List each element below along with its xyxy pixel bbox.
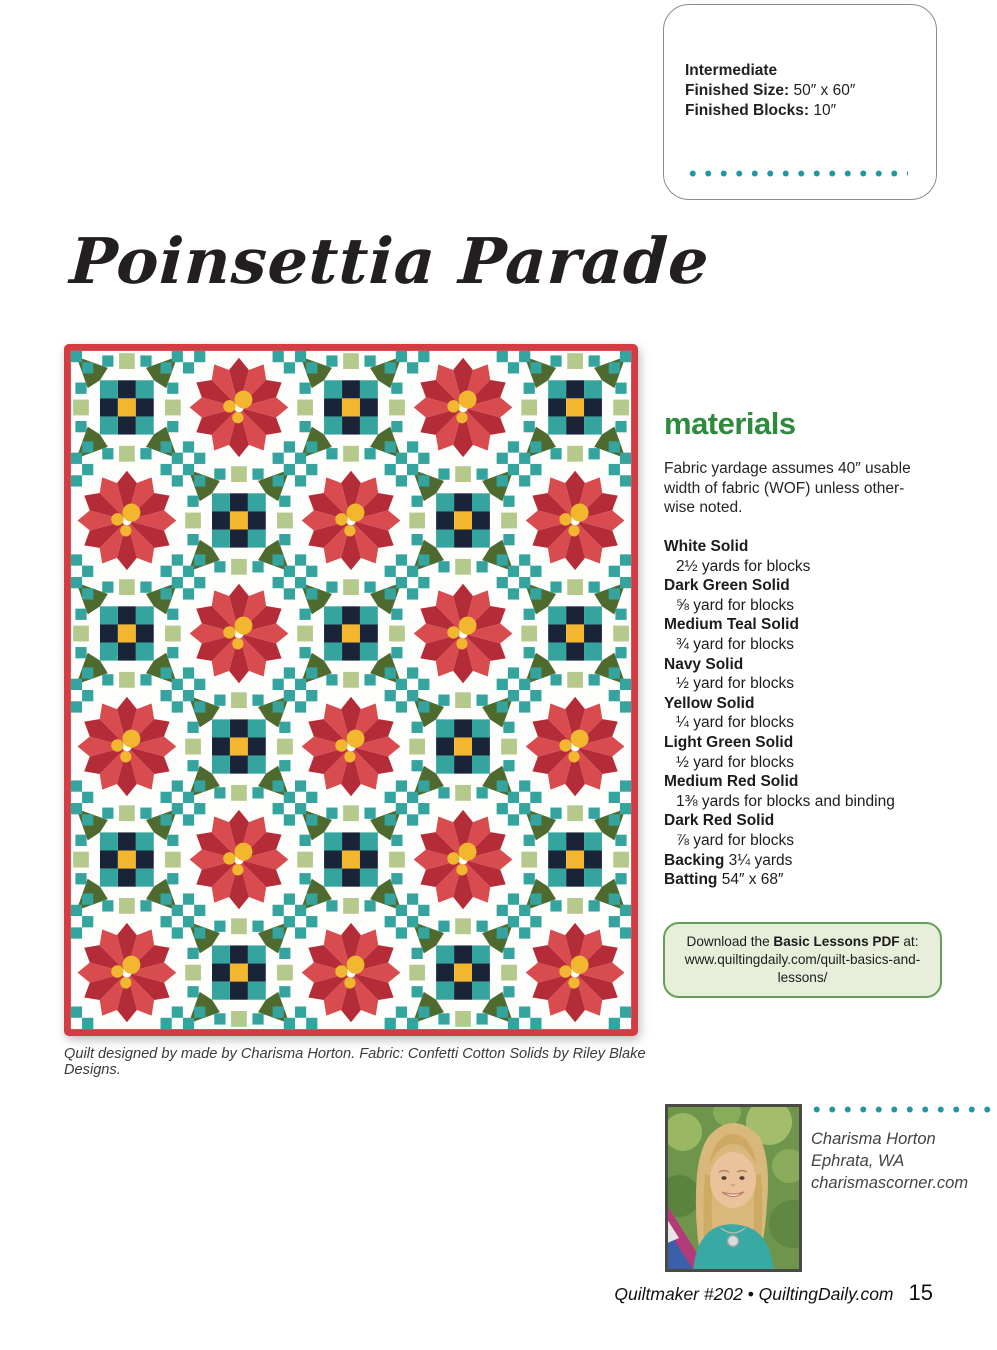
finished-size: Finished Size: 50″ x 60″: [685, 82, 856, 99]
material-name: Navy Solid: [664, 655, 744, 673]
material-amount: 1⅜ yards for blocks and binding: [676, 792, 895, 810]
material-amount: ¾ yard for blocks: [676, 635, 795, 653]
pattern-info-box: [663, 4, 937, 200]
material-amount: ¼ yard for blocks: [676, 714, 795, 732]
author-location: Ephrata, WA: [811, 1152, 905, 1170]
finished-blocks: Finished Blocks: 10″: [685, 102, 837, 119]
page-number: 15: [908, 1280, 933, 1305]
material-inline: Backing 3¼ yards: [664, 851, 793, 869]
material-name: Medium Teal Solid: [664, 616, 799, 634]
materials-heading: materials: [664, 406, 796, 441]
material-name: Light Green Solid: [664, 733, 794, 751]
quilt-image: [64, 342, 638, 1038]
material-amount: ⅝ yard for blocks: [676, 596, 795, 614]
skill-level: Intermediate: [685, 62, 778, 79]
material-inline: Batting 54″ x 68″: [664, 871, 784, 889]
dotted-divider: [809, 1106, 997, 1113]
author-name: Charisma Horton: [811, 1130, 936, 1148]
quilt-caption: Quilt designed by made by Charisma Horton. Fabric: Confetti Cotton Solids by Riley Blake Designs.: [64, 1046, 646, 1078]
material-name: Dark Green Solid: [664, 577, 790, 595]
material-amount: 2½ yards for blocks: [676, 557, 811, 575]
publication-name: Quiltmaker #202 • QuiltingDaily.com: [614, 1284, 894, 1304]
materials-list: [664, 537, 964, 890]
face: [710, 1152, 756, 1208]
material-amount: ½ yard for blocks: [676, 675, 795, 693]
download-url[interactable]: www.quiltingdaily.com/quilt-basics-and-lessons/: [684, 952, 921, 985]
quilt-photo: [64, 342, 638, 1038]
material-name: Dark Red Solid: [664, 812, 775, 830]
material-amount: ⅞ yard for blocks: [676, 831, 795, 849]
author-photo: [665, 1104, 802, 1272]
material-name: Yellow Solid: [664, 694, 755, 712]
download-callout: [663, 922, 942, 998]
author-website[interactable]: charismascorner.com: [811, 1174, 969, 1192]
download-line: Download the Basic Lessons PDF at:: [686, 934, 919, 949]
author-credit: [811, 1128, 968, 1194]
material-amount: ½ yard for blocks: [676, 753, 795, 771]
materials-intro: Fabric yardage assumes 40″ usable width of fabric (WOF) unless other- wise noted.: [664, 460, 911, 516]
material-name: Medium Red Solid: [664, 773, 799, 791]
page-footer: [614, 1280, 933, 1306]
dotted-divider: [685, 170, 908, 177]
page-title: Poinsettia Parade: [68, 224, 712, 298]
material-name: White Solid: [664, 538, 749, 555]
